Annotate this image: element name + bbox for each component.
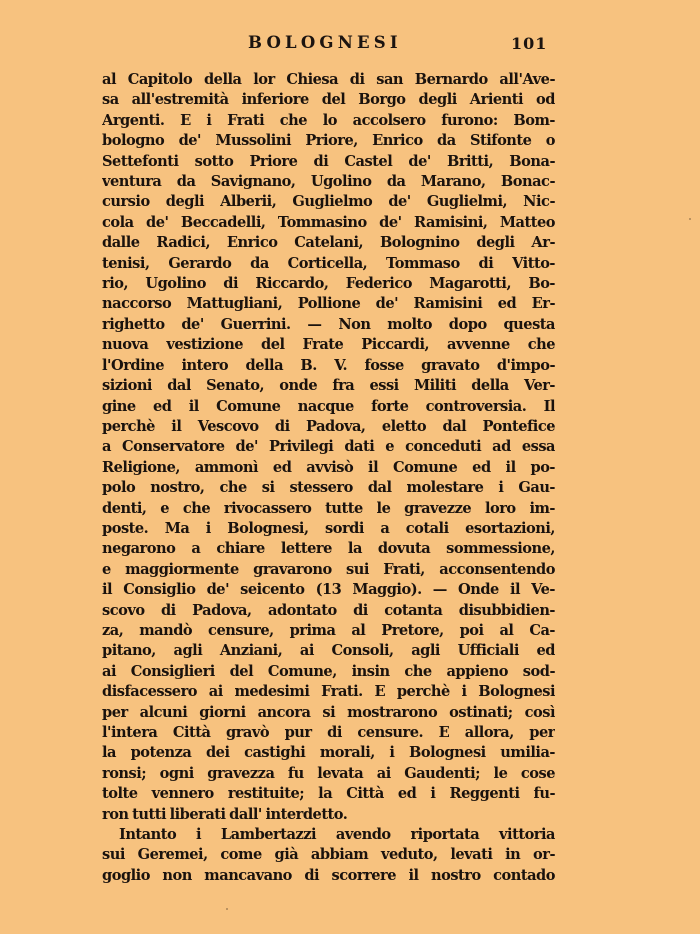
text-line: tenisi, Gerardo da Corticella, Tommaso di Vitto- (102, 254, 555, 272)
text-line: tolte vennero restituite; la Città ed i Reggenti fu- (102, 785, 555, 803)
text-line: ronsi; ogni gravezza fu levata ai Gaudenti; le cose (102, 764, 555, 782)
text-line: sizioni dal Senato, onde fra essi Militi della Ver- (102, 377, 555, 395)
text-line: Religione, ammonì ed avvisò il Comune ed il po- (102, 458, 555, 476)
text-line: sa all'estremità inferiore del Borgo degli Arienti od (102, 91, 555, 109)
page-number: 101 (511, 34, 548, 53)
text-line: ai Consiglieri del Comune, insin che appieno sod- (102, 662, 555, 680)
text-line: la potenza dei castighi morali, i Bolognesi umilia- (102, 744, 555, 762)
paper-speck (689, 218, 691, 220)
text-line: rio, Ugolino di Riccardo, Federico Magarotti, Bo- (102, 275, 555, 293)
text-line: Settefonti sotto Priore di Castel de' Britti, Bona- (102, 152, 555, 170)
running-head (0, 33, 700, 55)
text-line: ventura da Savignano, Ugolino da Marano, Bonac- (102, 173, 555, 191)
text-line: a Conservatore de' Privilegi dati e conceduti ad essa (102, 438, 555, 456)
text-line: poste. Ma i Bolognesi, sordi a cotali esortazioni, (102, 519, 555, 537)
body-text (102, 70, 555, 886)
text-line: il Consiglio de' seicento (13 Maggio). — Onde il Ve- (102, 581, 555, 599)
text-line: dalle Radici, Enrico Catelani, Bolognino degli Ar- (102, 234, 555, 252)
text-line: bologno de' Mussolini Priore, Enrico da Stifonte o (102, 132, 555, 150)
text-line: polo nostro, che si stessero dal molestare i Gau- (102, 479, 555, 497)
text-line: scovo di Padova, adontato di cotanta disubbidien- (102, 601, 555, 619)
text-line: za, mandò censure, prima al Pretore, poi al Ca- (102, 621, 555, 639)
text-line: pitano, agli Anziani, ai Consoli, agli Ufficiali ed (102, 642, 555, 660)
text-line: negarono a chiare lettere la dovuta sommessione, (102, 540, 555, 558)
text-line: Argenti. E i Frati che lo accolsero furono: Bom- (102, 111, 555, 129)
text-line: cursio degli Alberii, Guglielmo de' Guglielmi, Nic- (102, 193, 555, 211)
text-line: cola de' Beccadelli, Tommasino de' Ramisini, Matteo (102, 213, 555, 231)
text-line: l'Ordine intero della B. V. fosse gravato d'impo- (102, 356, 555, 374)
text-line: per alcuni giorni ancora si mostrarono ostinati; così (102, 703, 555, 721)
text-line: al Capitolo della lor Chiesa di san Bernardo all'Ave- (102, 71, 555, 88)
text-line: disfacessero ai medesimi Frati. E perchè i Bolognesi (102, 683, 555, 701)
text-line: naccorso Mattugliani, Pollione de' Ramisini ed Er- (102, 295, 555, 313)
text-line: l'intera Città gravò pur di censure. E allora, per (102, 724, 555, 741)
text-line: sui Geremei, come già abbiam veduto, levati in or- (102, 846, 555, 864)
text-line: e maggiormente gravarono sui Frati, acconsentendo (102, 560, 555, 578)
text-line: goglio non mancavano di scorrere il nostro contado (102, 866, 555, 884)
text-line: righetto de' Guerrini. — Non molto dopo questa (102, 315, 555, 333)
text-line: gine ed il Comune nacque forte controversia. Il (102, 397, 555, 415)
text-line: denti, e che rivocassero tutte le gravezze loro im- (102, 499, 555, 517)
running-title: BOLOGNESI (248, 33, 402, 52)
text-line: ron tutti liberati dall' interdetto. (102, 805, 348, 823)
text-line: Intanto i Lambertazzi avendo riportata vittoria (119, 826, 555, 844)
text-line: nuova vestizione del Frate Piccardi, avvenne che (102, 336, 555, 354)
text-line: perchè il Vescovo di Padova, eletto dal Pontefice (102, 417, 555, 435)
paper-speck (226, 908, 228, 910)
